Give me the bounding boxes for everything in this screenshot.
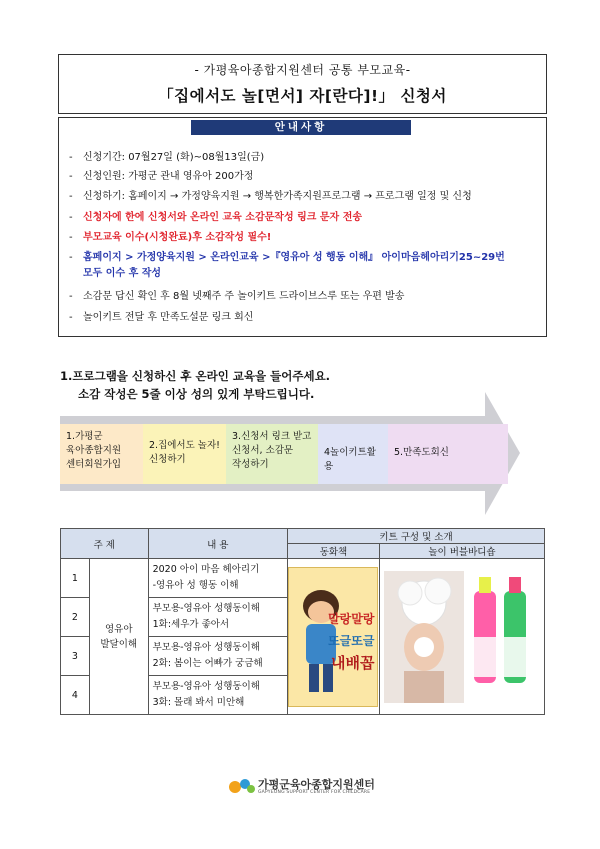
- notice-text: 놀이키트 전달 후 만족도설문 링크 회신: [83, 312, 254, 323]
- header-topic: 주 제: [61, 529, 149, 559]
- process-step-line: 3.신청서 링크 받고: [232, 431, 312, 442]
- process-step-line: 육아종합지원: [66, 445, 122, 456]
- content-line: 부모용-영유아 성행동이해: [152, 681, 260, 692]
- content-line: 3화: 몰래 봐서 미안해: [152, 697, 245, 708]
- header-book: 동화책: [287, 544, 379, 559]
- notice-item: [69, 231, 271, 245]
- notice-text: 홈페이지 > 가정양육지원 > 온라인교육 >『영유아 성 행동 이해』 아이마음헤아리기25~29번: [83, 252, 505, 263]
- process-step: [318, 424, 388, 484]
- process-step-line: 신청하기: [149, 454, 186, 465]
- process-step: [60, 424, 143, 484]
- book-cover: [288, 567, 378, 707]
- play-images: [380, 567, 543, 707]
- content-line: 2020 아이 마음 헤아리기: [152, 564, 260, 575]
- header-content: 내 용: [148, 529, 287, 559]
- bullet-dash: -: [69, 312, 73, 323]
- process-step-line: 신청서, 소감문: [232, 445, 294, 456]
- notice-text: 신청하기: 홈페이지 → 가정양육지원 → 행복한가족지원프로그램 → 프로그램 일정 및 신청: [83, 191, 472, 202]
- notice-heading: 안내사항: [191, 120, 411, 135]
- notice-text: 소감문 답신 확인 후 8월 넷째주 주 놀이키트 드라이브스루 또는 우편 발송: [83, 291, 405, 302]
- process-step: [388, 424, 508, 484]
- bullet-dash: -: [69, 212, 73, 223]
- topic-cell: 영유아 발달이해: [89, 559, 148, 715]
- content-cell: [148, 559, 287, 598]
- bubble-bottles: [380, 567, 543, 707]
- row-number: 3: [61, 637, 90, 676]
- book-title: [328, 608, 374, 674]
- bullet-dash: -: [69, 152, 73, 163]
- notice-text: 모두 이수 후 작성: [83, 268, 162, 279]
- section-heading-1: 1.프로그램을 신청하신 후 온라인 교육을 들어주세요.: [60, 369, 331, 383]
- notice-item: [69, 190, 472, 204]
- section-heading-2: 소감 작성은 5줄 이상 성의 있게 부탁드립니다.: [78, 387, 315, 401]
- bullet-dash: -: [69, 252, 73, 263]
- content-cell: [148, 676, 287, 715]
- bullet-dash: -: [69, 191, 73, 202]
- process-step-line: 작성하기: [232, 459, 269, 470]
- page-subtitle: - 가평육아종합지원센터 공통 부모교육-: [194, 63, 411, 77]
- notice-item: [69, 251, 505, 265]
- content-line: -영유아 성 행동 이해: [152, 580, 239, 591]
- footer-name: 가평군육아종합지원센터: [258, 778, 375, 791]
- notice-item: [69, 170, 253, 184]
- content-line: 부모용-영유아 성행동이해: [152, 603, 260, 614]
- program-table: [60, 528, 545, 715]
- notice-item: [69, 267, 161, 281]
- notice-text: 부모교육 이수(시청완료)후 소감작성 필수!: [83, 232, 272, 243]
- bullet-dash: -: [69, 171, 73, 182]
- header-play: 놀이 버블바디숍: [379, 544, 544, 559]
- process-arrow: [60, 392, 520, 515]
- book-title-line: 말랑말랑: [328, 611, 375, 626]
- content-line: 2화: 봄이는 어빠가 궁금해: [152, 658, 263, 669]
- process-step: [143, 424, 226, 484]
- page-title: 「집에서도 놀[면서] 자[란다]!」 신청서: [158, 87, 447, 105]
- content-cell: [148, 598, 287, 637]
- content-line: 1화:세우가 좋아서: [152, 619, 230, 630]
- notice-text: 신청자에 한에 신청서와 온라인 교육 소감문작성 링크 문자 전송: [83, 212, 363, 223]
- bullet-dash: -: [69, 232, 73, 243]
- play-image-cell: [379, 559, 544, 715]
- content-cell: [148, 637, 287, 676]
- bullet-dash: -: [69, 291, 73, 302]
- process-step-line: 2.집에서도 놀자!: [149, 440, 220, 451]
- process-step: [226, 424, 318, 484]
- header-kit: 키트 구성 및 소개: [287, 529, 544, 544]
- notice-item: [69, 290, 404, 304]
- process-step-line: 5.만족도회신: [394, 447, 449, 458]
- process-step-line: 센터회원가입: [66, 459, 122, 470]
- notice-text: 신청기간: 07월27일 (화)~08월13일(금): [83, 152, 265, 163]
- notice-item: [69, 151, 264, 165]
- notice-item: [69, 311, 253, 325]
- process-step-line: 1.가평군: [66, 431, 103, 442]
- row-number: 4: [61, 676, 90, 715]
- notice-item: [69, 211, 362, 225]
- book-title-line: 내배꼽: [330, 653, 375, 672]
- center-logo-icon: [228, 776, 256, 796]
- notice-text: 신청인원: 가평군 관내 영유아 200가정: [83, 171, 254, 182]
- process-step-line: 4놀이키트활용: [324, 447, 376, 472]
- book-image-cell: [287, 559, 379, 715]
- content-line: 부모용-영유아 성행동이해: [152, 642, 260, 653]
- footer-english: GAPYEONG SUPPORT CENTER FOR CHILDCARE: [258, 790, 371, 795]
- row-number: 1: [61, 559, 90, 598]
- notice-box: [58, 117, 547, 337]
- title-box: [58, 54, 547, 114]
- book-title-line: 또글또글: [328, 633, 375, 648]
- row-number: 2: [61, 598, 90, 637]
